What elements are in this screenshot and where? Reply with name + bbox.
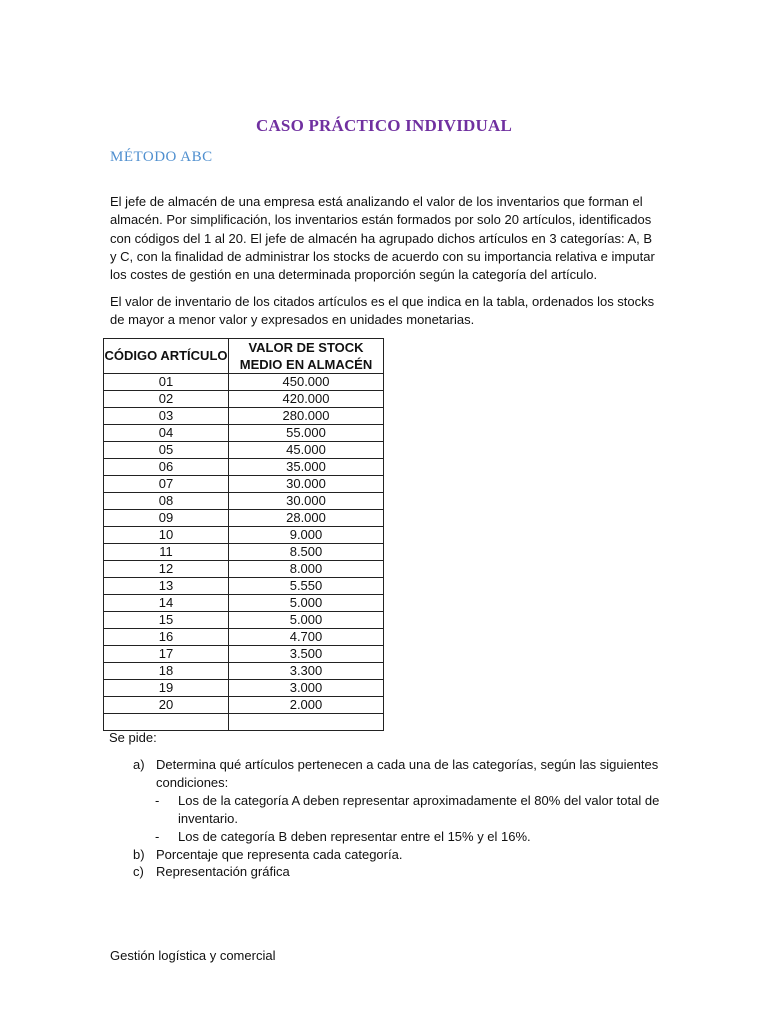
se-pide-label: Se pide: (109, 730, 157, 745)
header-codigo: CÓDIGO ARTÍCULO (104, 339, 229, 374)
table-intro-paragraph: El valor de inventario de los citados artículos es el que indica en la tabla, ordenados los stocks de mayor a menor valor y expresados en unidades monetarias. (110, 294, 655, 328)
cell-valor: 3.000 (229, 680, 384, 697)
table-row (104, 697, 384, 714)
task-item (133, 863, 693, 881)
cell-codigo: 04 (104, 425, 229, 442)
cell-valor: 8.500 (229, 544, 384, 561)
cell-valor: 5.000 (229, 595, 384, 612)
cell-valor: 28.000 (229, 510, 384, 527)
cell-codigo: 19 (104, 680, 229, 697)
cell-codigo: 20 (104, 697, 229, 714)
subitem-marker: - (155, 829, 160, 844)
cell-codigo: 13 (104, 578, 229, 595)
table-row (104, 680, 384, 697)
cell-valor: 280.000 (229, 408, 384, 425)
cell-codigo: 17 (104, 646, 229, 663)
table-row (104, 408, 384, 425)
table-row (104, 578, 384, 595)
header-valor: VALOR DE STOCK MEDIO EN ALMACÉN (229, 339, 384, 374)
cell-codigo: 05 (104, 442, 229, 459)
cell-valor: 420.000 (229, 391, 384, 408)
table-row (104, 595, 384, 612)
cell-valor: 450.000 (229, 374, 384, 391)
task-text: Determina qué artículos pertenecen a cada una de las categorías, según las siguientes condiciones: (156, 757, 659, 790)
table-row (104, 629, 384, 646)
cell-valor: 4.700 (229, 629, 384, 646)
table-header-row (104, 339, 384, 374)
table-row (104, 663, 384, 680)
table-row (104, 425, 384, 442)
table-row (104, 612, 384, 629)
cell-codigo: 16 (104, 629, 229, 646)
table-row (104, 527, 384, 544)
cell-codigo: 07 (104, 476, 229, 493)
table-row (104, 374, 384, 391)
subitem-text: Los de la categoría A deben representar aproximadamente el 80% del valor total de inventario. (178, 793, 660, 826)
cell-codigo: 03 (104, 408, 229, 425)
task-text: Porcentaje que representa cada categoría. (156, 846, 403, 862)
table-row (104, 459, 384, 476)
table-row (104, 544, 384, 561)
subitem-text: Los de categoría B deben representar entre el 15% y el 16%. (178, 829, 531, 844)
section-heading: MÉTODO ABC (110, 149, 213, 165)
cell-codigo: 09 (104, 510, 229, 527)
cell-codigo: 11 (104, 544, 229, 561)
cell-codigo: 02 (104, 391, 229, 408)
task-marker: b) (133, 846, 145, 862)
cell-codigo: 18 (104, 663, 229, 680)
table-row (104, 476, 384, 493)
cell-valor: 3.300 (229, 663, 384, 680)
task-marker: a) (133, 757, 145, 772)
cell-codigo: 15 (104, 612, 229, 629)
intro-paragraph: El jefe de almacén de una empresa está analizando el valor de los inventarios que forman el almacén. Por simplificación, los inventarios están formados por solo 20 artículos, identificados con códigos del 1 al 20. El jefe de almacén ha agrupado dichos artículos en 3 categorías: A, B y C, con la finalidad de administrar los stocks de acuerdo con su importancia relativa e imputar los costes de gestión en una determinada proporción según la categoría del artículo. (110, 194, 655, 283)
cell-codigo: 08 (104, 493, 229, 510)
document-title: CASO PRÁCTICO INDIVIDUAL (255, 116, 513, 135)
cell-valor: 8.000 (229, 561, 384, 578)
task-subitem (133, 792, 693, 827)
table-row (104, 510, 384, 527)
cell-valor: 5.550 (229, 578, 384, 595)
cell-valor: 3.500 (229, 646, 384, 663)
cell-valor: 30.000 (229, 476, 384, 493)
cell-valor: 9.000 (229, 527, 384, 544)
inventory-table (103, 338, 384, 731)
cell-valor (229, 714, 384, 731)
cell-valor: 5.000 (229, 612, 384, 629)
cell-codigo: 06 (104, 459, 229, 476)
cell-valor: 45.000 (229, 442, 384, 459)
cell-codigo: 12 (104, 561, 229, 578)
task-marker: c) (133, 864, 144, 879)
cell-valor: 2.000 (229, 697, 384, 714)
task-list (133, 756, 693, 881)
task-text: Representación gráfica (156, 864, 290, 879)
cell-valor: 35.000 (229, 459, 384, 476)
table-row (104, 561, 384, 578)
table-row (104, 493, 384, 510)
task-subitem (133, 828, 693, 846)
cell-codigo: 10 (104, 527, 229, 544)
subitem-marker: - (155, 793, 160, 808)
cell-valor: 30.000 (229, 493, 384, 510)
table-row (104, 391, 384, 408)
cell-valor: 55.000 (229, 425, 384, 442)
table-row (104, 646, 384, 663)
cell-codigo: 14 (104, 595, 229, 612)
table-row (104, 442, 384, 459)
task-item (133, 846, 693, 864)
table-row (104, 714, 384, 731)
task-item (133, 756, 693, 791)
page-footer: Gestión logística y comercial (110, 948, 276, 963)
cell-codigo: 01 (104, 374, 229, 391)
cell-codigo (104, 714, 229, 731)
